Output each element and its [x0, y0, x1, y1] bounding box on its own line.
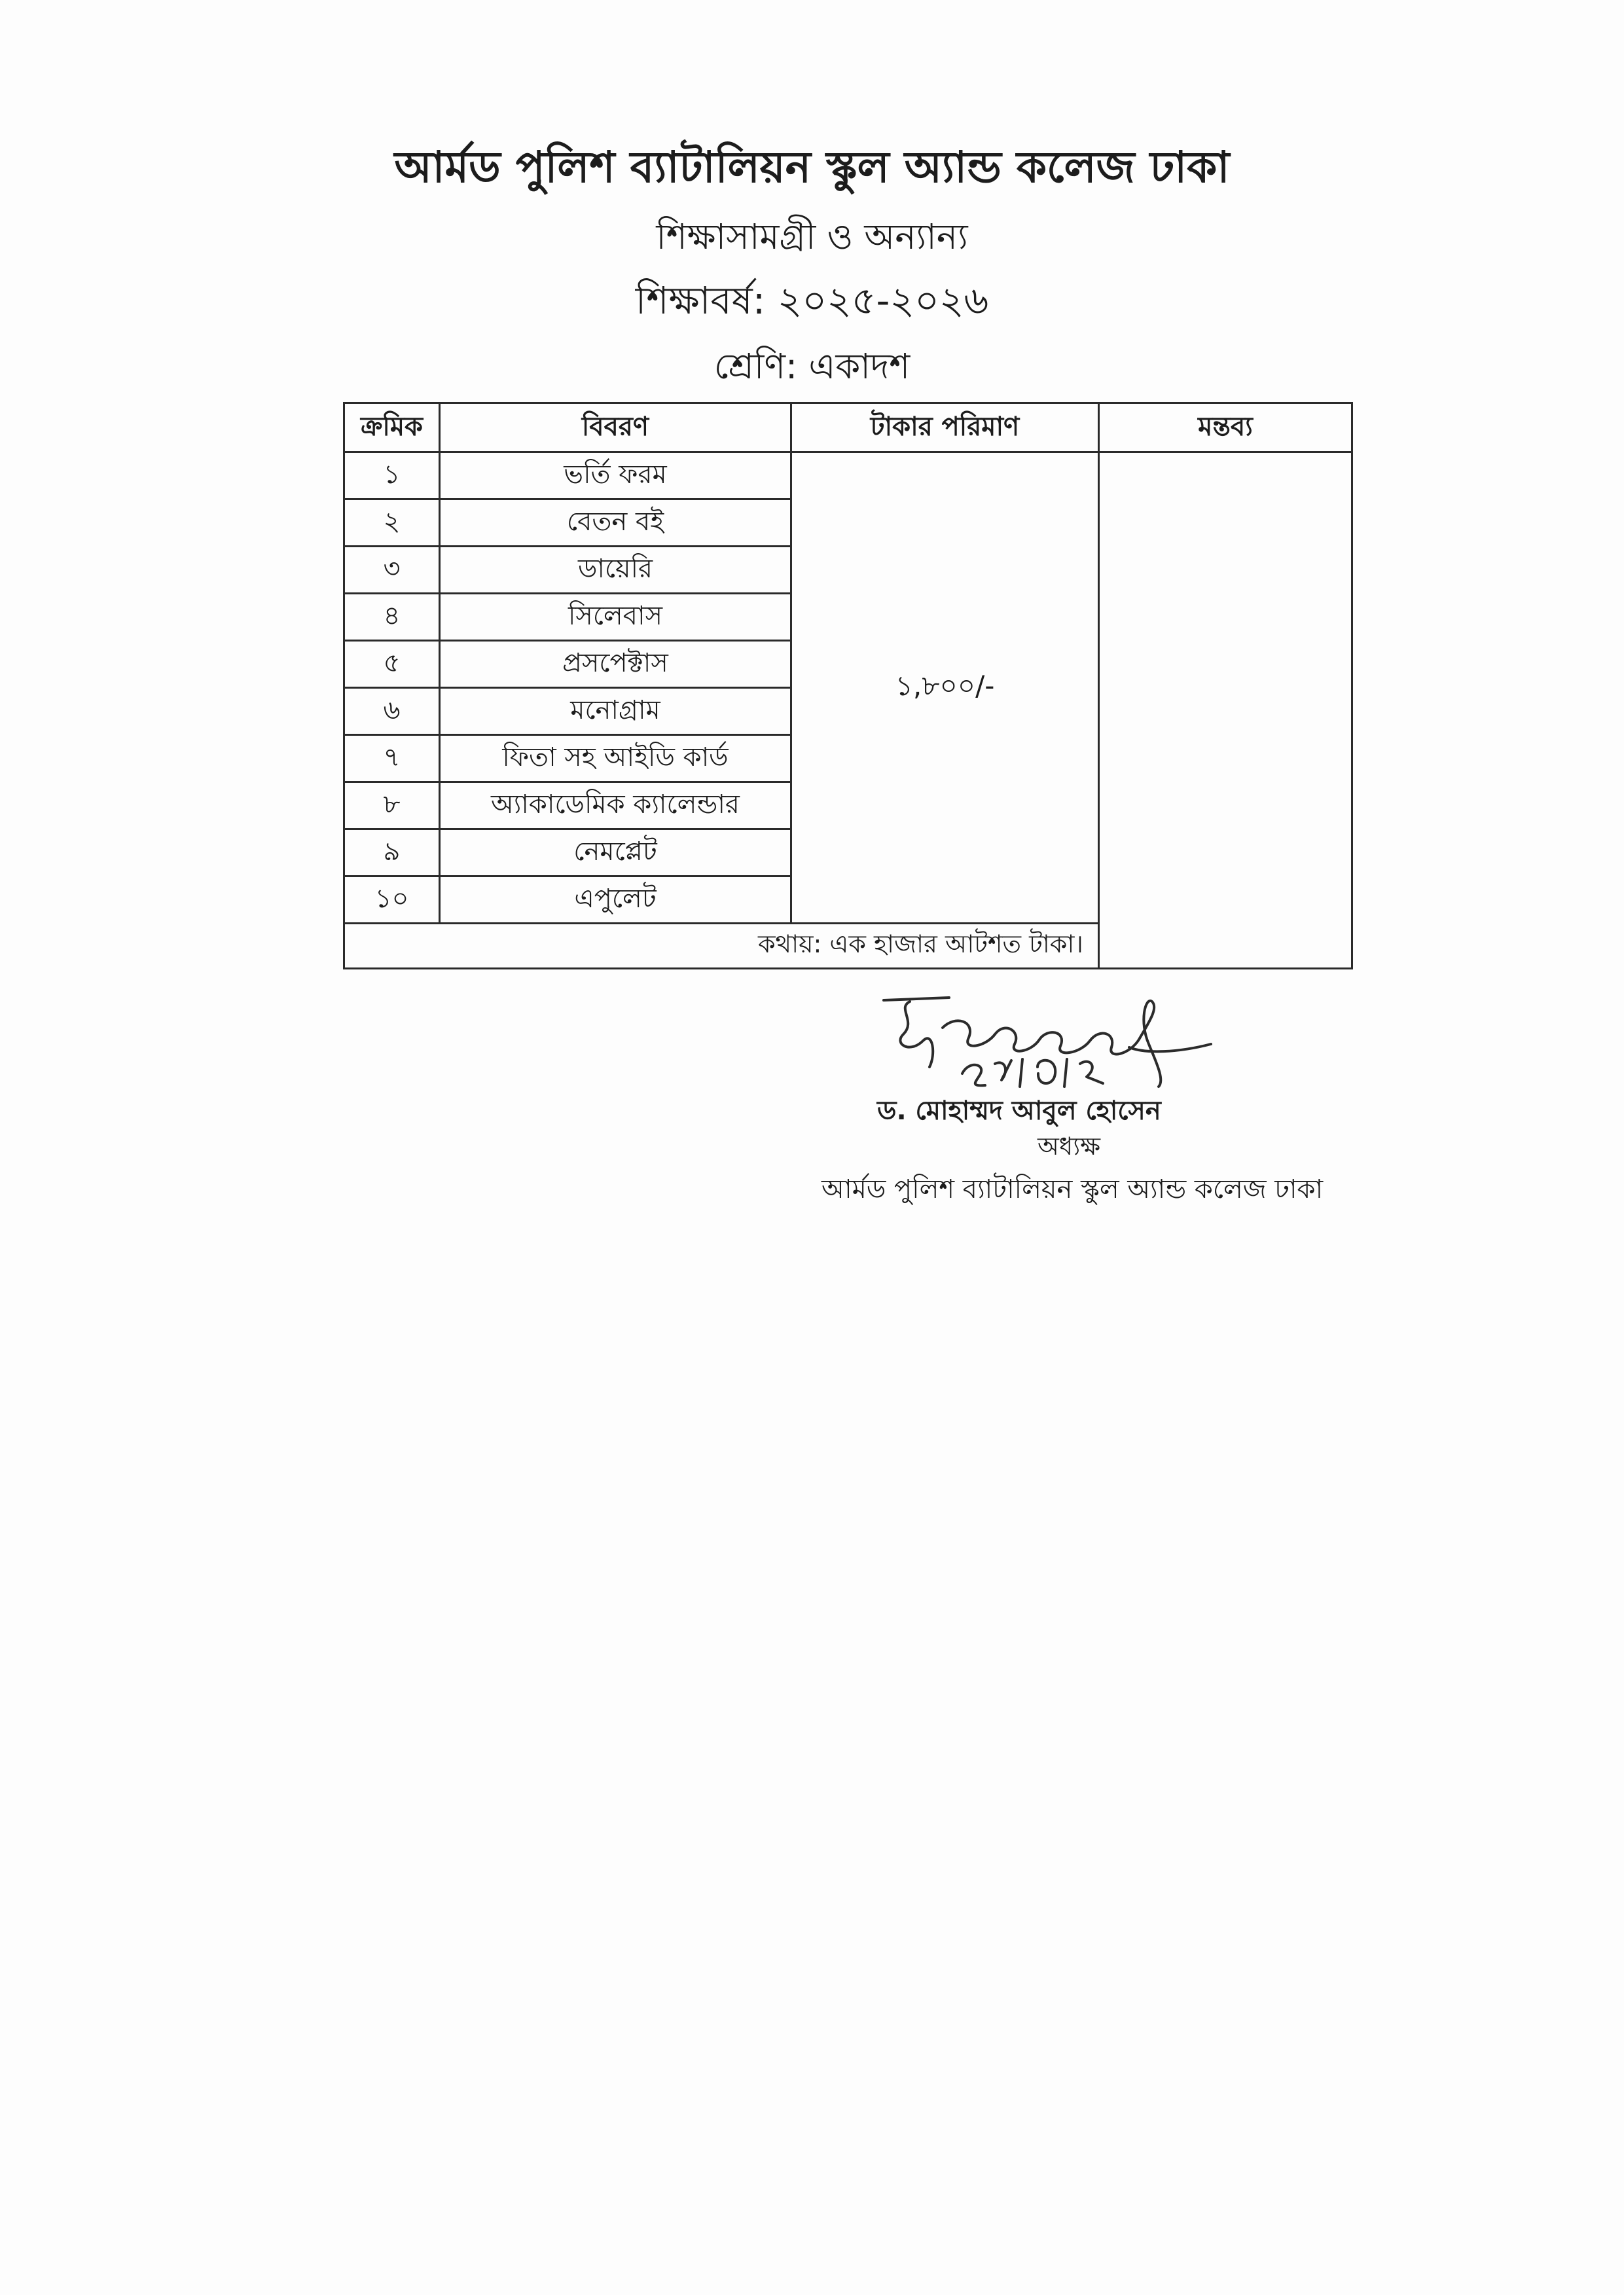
- institution-title: আর্মড পুলিশ ব্যাটালিয়ন স্কুল অ্যান্ড কলেজ ঢাকা: [394, 142, 1230, 192]
- serial-cell: ৮: [344, 782, 440, 829]
- serial-cell: ৭: [344, 735, 440, 782]
- column-header-amount: টাকার পরিমাণ: [791, 403, 1099, 452]
- column-header-description: বিবরণ: [440, 403, 791, 452]
- handwritten-signature: [871, 982, 1231, 1093]
- remarks-cell: [1099, 452, 1352, 969]
- fee-table: [343, 402, 1353, 969]
- signatory-institution: আর্মড পুলিশ ব্যাটালিয়ন স্কুল অ্যান্ড কলেজ ঢাকা: [821, 1174, 1324, 1204]
- amount-cell: ১,৮০০/-: [791, 452, 1099, 924]
- description-cell: প্রসপেক্টাস: [440, 641, 791, 688]
- description-cell: অ্যাকাডেমিক ক্যালেন্ডার: [440, 782, 791, 829]
- description-cell: নেমপ্লেট: [440, 829, 791, 876]
- column-header-remarks: মন্তব্য: [1099, 403, 1352, 452]
- amount-in-words: কথায়: এক হাজার আটশত টাকা।: [344, 924, 1099, 969]
- serial-cell: ৯: [344, 829, 440, 876]
- description-cell: বেতন বই: [440, 499, 791, 547]
- description-cell: সিলেবাস: [440, 594, 791, 641]
- description-cell: ফিতা সহ আইডি কার্ড: [440, 735, 791, 782]
- academic-session: শিক্ষাবর্ষ: ২০২৫-২০২৬: [635, 278, 989, 323]
- table-header-row: [344, 403, 1352, 452]
- class-label: শ্রেণি: একাদশ: [713, 346, 911, 387]
- description-cell: মনোগ্রাম: [440, 688, 791, 735]
- serial-cell: ৪: [344, 594, 440, 641]
- signatory-name: ড. মোহাম্মদ আবুল হোসেন: [877, 1096, 1161, 1126]
- description-cell: ডায়েরি: [440, 547, 791, 594]
- serial-cell: ২: [344, 499, 440, 547]
- description-cell: ভর্তি ফরম: [440, 452, 791, 499]
- serial-cell: ১: [344, 452, 440, 499]
- serial-cell: ৩: [344, 547, 440, 594]
- serial-cell: ৬: [344, 688, 440, 735]
- serial-cell: ৫: [344, 641, 440, 688]
- signatory-designation: অধ্যক্ষ: [1038, 1132, 1101, 1161]
- column-header-serial: ক্রমিক: [344, 403, 440, 452]
- description-cell: এপুলেট: [440, 876, 791, 924]
- serial-cell: ১০: [344, 876, 440, 924]
- table-row: [344, 452, 1352, 499]
- document-subtitle: শিক্ষাসামগ্রী ও অন্যান্য: [656, 216, 968, 257]
